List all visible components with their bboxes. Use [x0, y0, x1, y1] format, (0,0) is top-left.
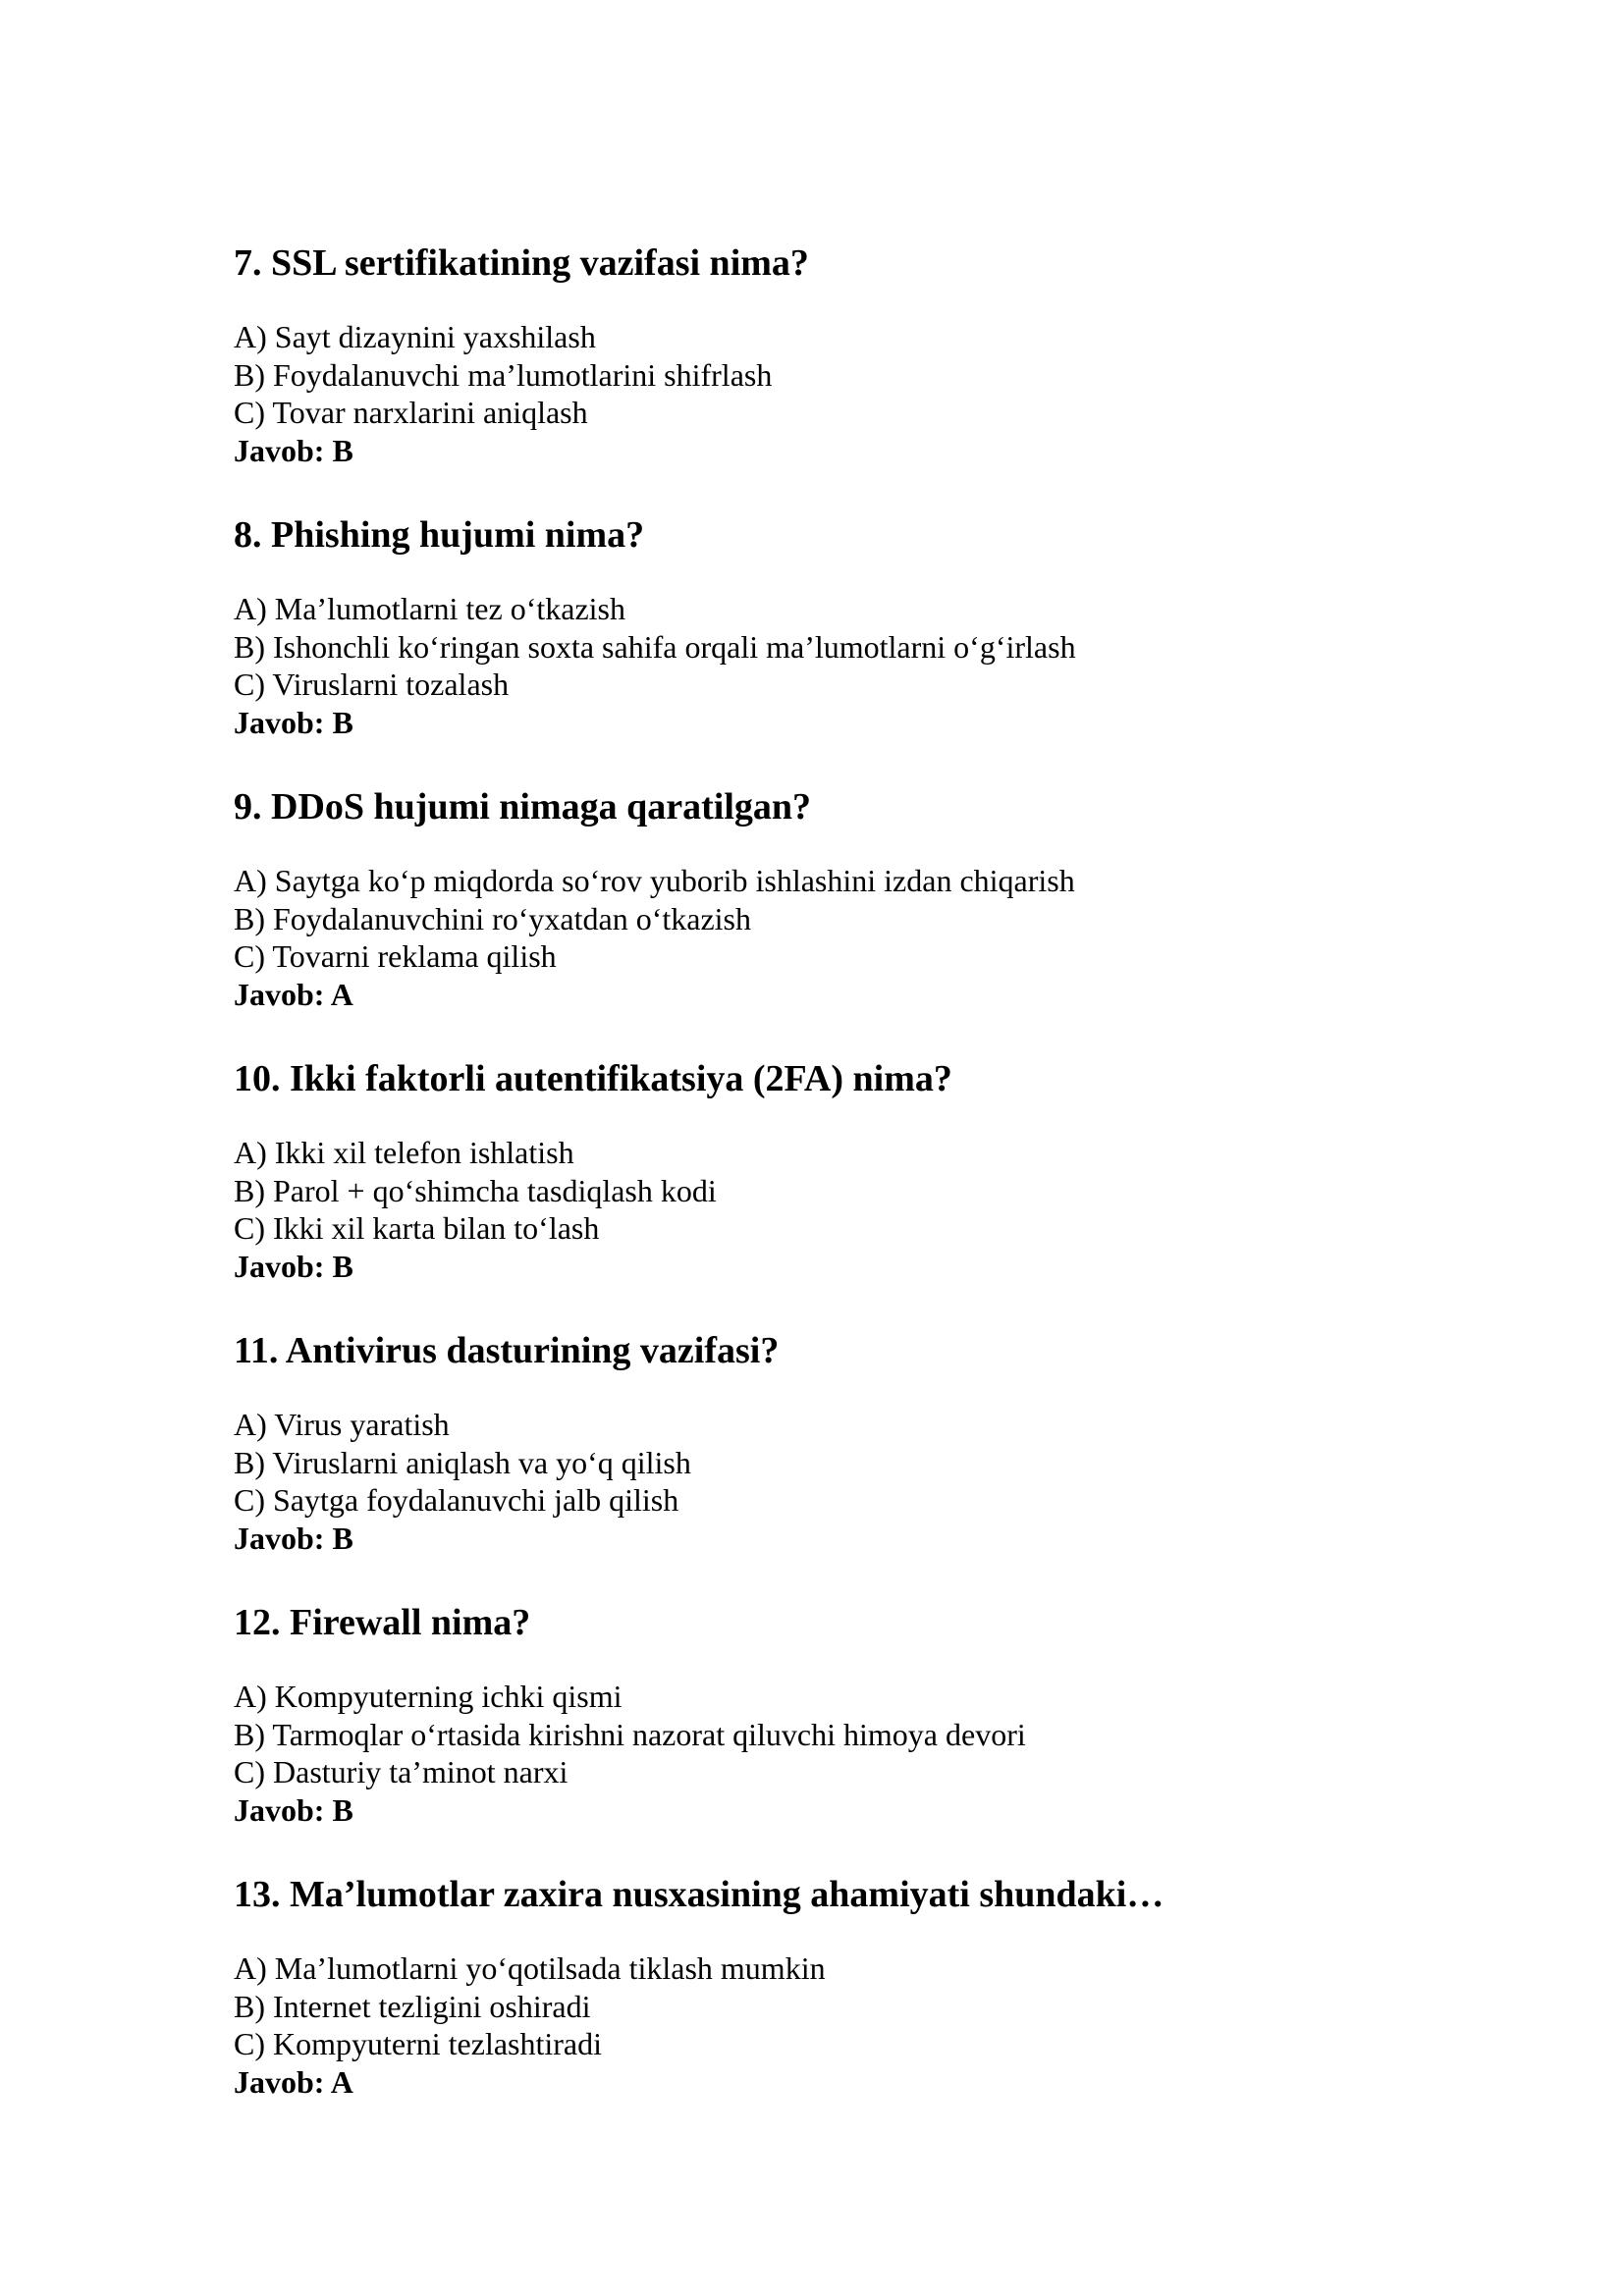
options-list	[234, 1406, 1392, 1557]
option-b: B) Internet tezligini oshiradi	[234, 1988, 591, 2024]
question-9	[234, 785, 1392, 1013]
option-a: A) Ikki xil telefon ishlatish	[234, 1135, 574, 1170]
options-list	[234, 590, 1392, 741]
option-b: B) Foydalanuvchi ma’lumotlarini shifrlash	[234, 356, 773, 393]
question-12	[234, 1601, 1392, 1829]
options-list	[234, 1678, 1392, 1829]
option-c: C) Tovarni reklama qilish	[234, 938, 557, 974]
question-title: 7. SSL sertifikatining vazifasi nima?	[234, 242, 809, 284]
question-13	[234, 1873, 1392, 2101]
option-b: B) Foydalanuvchini ro‘yxatdan o‘tkazish	[234, 900, 751, 936]
question-title: 10. Ikki faktorli autentifikatsiya (2FA) nima?	[234, 1058, 952, 1099]
option-c: C) Tovar narxlarini aniqlash	[234, 395, 588, 430]
answer-label: Javob: B	[234, 1248, 353, 1284]
options-list	[234, 1134, 1392, 1285]
option-a: A) Kompyuterning ichki qismi	[234, 1679, 623, 1714]
option-a: A) Sayt dizaynini yaxshilash	[234, 319, 596, 354]
option-a: A) Ma’lumotlarni yo‘qotilsada tiklash mumkin	[234, 1950, 826, 1986]
question-title: 9. DDoS hujumi nimaga qaratilgan?	[234, 786, 812, 828]
option-c: C) Saytga foydalanuvchi jalb qilish	[234, 1482, 679, 1518]
question-11	[234, 1329, 1392, 1557]
question-title: 8. Phishing hujumi nima?	[234, 514, 645, 556]
answer-label: Javob: B	[234, 432, 353, 468]
question-7	[234, 241, 1392, 469]
option-a: A) Virus yaratish	[234, 1407, 450, 1442]
option-c: C) Ikki xil karta bilan to‘lash	[234, 1210, 600, 1246]
answer-label: Javob: B	[234, 1791, 353, 1828]
options-list	[234, 318, 1392, 469]
option-a: A) Saytga ko‘p miqdorda so‘rov yuborib ishlashini izdan chiqarish	[234, 863, 1075, 898]
question-title: 11. Antivirus dasturining vazifasi?	[234, 1330, 780, 1371]
option-b: B) Tarmoqlar o‘rtasida kirishni nazorat qiluvchi himoya devori	[234, 1716, 1026, 1752]
answer-label: Javob: B	[234, 704, 353, 740]
option-c: C) Dasturiy ta’minot narxi	[234, 1754, 568, 1789]
options-list	[234, 862, 1392, 1013]
option-b: B) Ishonchli ko‘ringan soxta sahifa orqali ma’lumotlarni o‘g‘irlash	[234, 628, 1076, 665]
options-list	[234, 1949, 1392, 2101]
answer-label: Javob: B	[234, 1520, 353, 1556]
option-c: C) Viruslarni tozalash	[234, 667, 510, 702]
option-b: B) Viruslarni aniqlash va yo‘q qilish	[234, 1444, 691, 1480]
option-c: C) Kompyuterni tezlashtiradi	[234, 2026, 603, 2061]
question-8	[234, 513, 1392, 741]
option-a: A) Ma’lumotlarni tez o‘tkazish	[234, 591, 625, 626]
question-title: 12. Firewall nima?	[234, 1602, 531, 1643]
answer-label: Javob: A	[234, 2063, 353, 2100]
question-10	[234, 1057, 1392, 1285]
question-title: 13. Ma’lumotlar zaxira nusxasining ahamiyati shundaki…	[234, 1874, 1164, 1915]
option-b: B) Parol + qo‘shimcha tasdiqlash kodi	[234, 1172, 717, 1208]
answer-label: Javob: A	[234, 976, 353, 1012]
